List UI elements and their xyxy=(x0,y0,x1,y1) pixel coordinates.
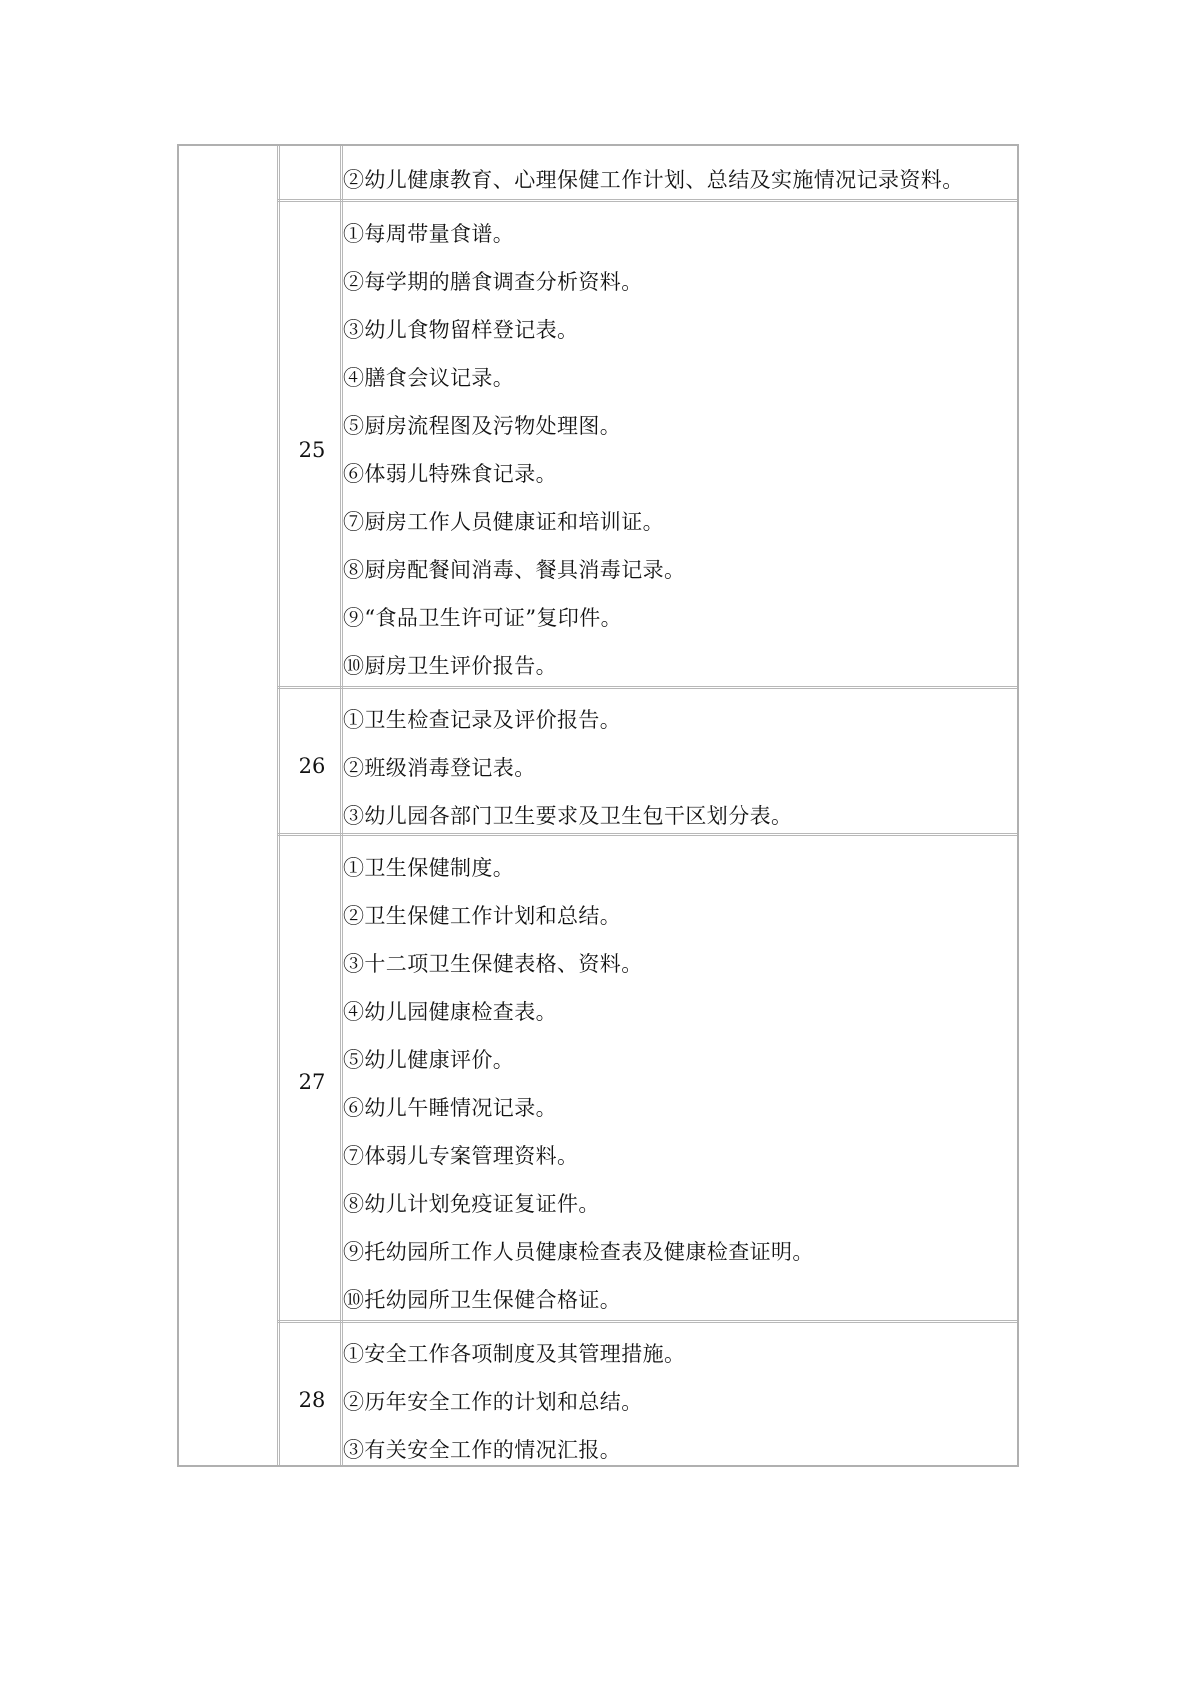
row-number: 26 xyxy=(298,754,326,778)
list-item: ①卫生检查记录及评价报告。 xyxy=(343,708,622,732)
list-item: ⑥幼儿午睡情况记录。 xyxy=(343,1096,557,1120)
list-item: ⑤幼儿健康评价。 xyxy=(343,1048,515,1072)
list-item: ②每学期的膳食调查分析资料。 xyxy=(343,270,643,294)
list-item: ⑨“食品卫生许可证”复印件。 xyxy=(343,606,623,630)
list-item: ⑦体弱儿专案管理资料。 xyxy=(343,1144,579,1168)
list-item: ②班级消毒登记表。 xyxy=(343,756,536,780)
column-divider-1 xyxy=(277,146,280,1465)
list-item: ③幼儿园各部门卫生要求及卫生包干区划分表。 xyxy=(343,804,793,828)
list-item: ⑧幼儿计划免疫证复证件。 xyxy=(343,1192,600,1216)
list-item: ②卫生保健工作计划和总结。 xyxy=(343,904,622,928)
list-item: ⑦厨房工作人员健康证和培训证。 xyxy=(343,510,664,534)
row-divider-26 xyxy=(277,686,1017,689)
row-number: 25 xyxy=(298,438,326,462)
list-item: ⑥体弱儿特殊食记录。 xyxy=(343,462,557,486)
list-item: ①安全工作各项制度及其管理措施。 xyxy=(343,1342,686,1366)
list-item: ④膳食会议记录。 xyxy=(343,366,515,390)
row-number: 28 xyxy=(298,1388,326,1412)
row-divider-27 xyxy=(277,833,1017,836)
list-item: ⑨托幼园所工作人员健康检查表及健康检查证明。 xyxy=(343,1240,814,1264)
list-item: ①卫生保健制度。 xyxy=(343,856,515,880)
list-item: ②幼儿健康教育、心理保健工作计划、总结及实施情况记录资料。 xyxy=(343,168,964,192)
list-item: ⑤厨房流程图及污物处理图。 xyxy=(343,414,622,438)
row-number: 27 xyxy=(298,1070,326,1094)
list-item: ③幼儿食物留样登记表。 xyxy=(343,318,579,342)
row-divider-28 xyxy=(277,1320,1017,1323)
document-table xyxy=(177,144,1019,1467)
list-item: ⑧厨房配餐间消毒、餐具消毒记录。 xyxy=(343,558,686,582)
list-item: ③有关安全工作的情况汇报。 xyxy=(343,1438,622,1462)
list-item: ④幼儿园健康检查表。 xyxy=(343,1000,557,1024)
list-item: ②历年安全工作的计划和总结。 xyxy=(343,1390,643,1414)
list-item: ①每周带量食谱。 xyxy=(343,222,515,246)
list-item: ③十二项卫生保健表格、资料。 xyxy=(343,952,643,976)
list-item: ⑩厨房卫生评价报告。 xyxy=(343,654,557,678)
row-divider-25 xyxy=(277,199,1017,202)
list-item: ⑩托幼园所卫生保健合格证。 xyxy=(343,1288,622,1312)
